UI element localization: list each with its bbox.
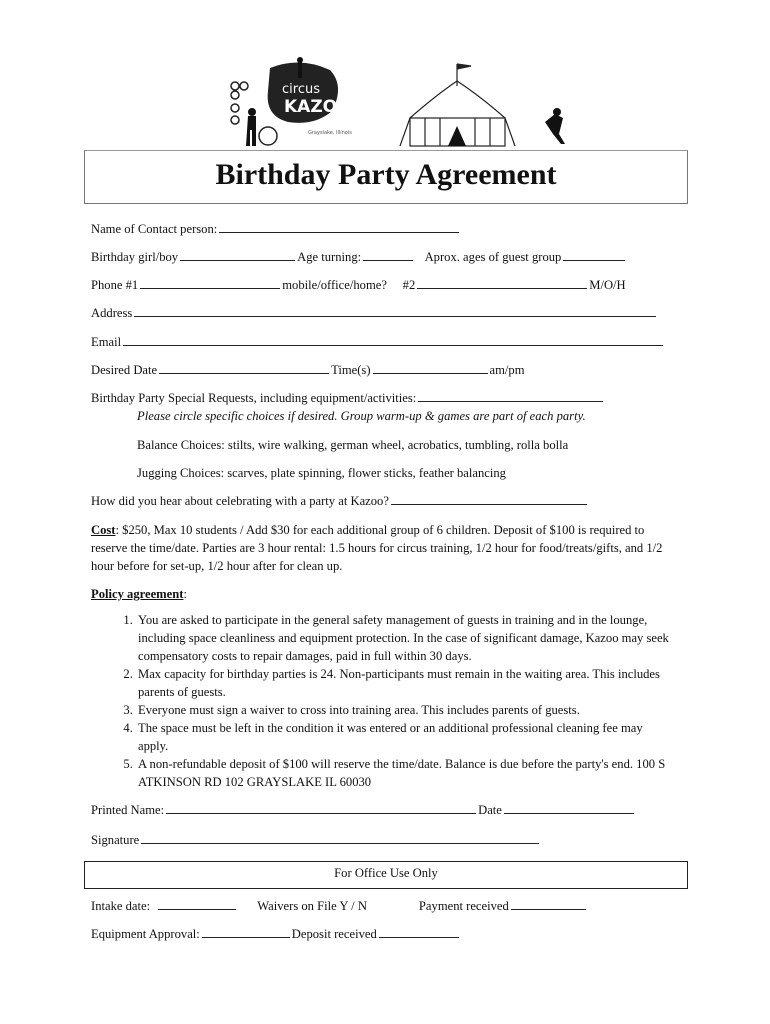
sign-date-label: Date: [478, 803, 502, 817]
ampm-label: am/pm: [489, 363, 525, 377]
printed-name-row[interactable]: [91, 801, 683, 819]
requests-note: Please circle specific choices if desired. Group warm-up & games are part of each party.: [137, 409, 586, 423]
phone1-label: Phone #1: [91, 278, 139, 292]
age-label: Age turning:: [297, 250, 362, 264]
title-box: [84, 150, 688, 204]
signature-label: Signature: [91, 833, 140, 847]
equipment-label: Equipment Approval:: [91, 927, 200, 941]
payment-label: Payment received: [418, 899, 509, 913]
phone1-type: mobile/office/home?: [282, 278, 387, 292]
phone-row[interactable]: [91, 278, 626, 293]
logo-location: Grayslake, Illinois: [308, 130, 352, 136]
waivers-label: Waivers on File Y / N: [257, 899, 367, 913]
signature-row[interactable]: [91, 831, 683, 849]
intake-label: Intake date:: [91, 899, 151, 913]
contact-field[interactable]: [91, 222, 461, 237]
office-title: For Office Use Only: [334, 866, 438, 880]
deposit-label: Deposit received: [291, 927, 377, 941]
heard-field[interactable]: [91, 494, 589, 509]
policy-colon: :: [183, 587, 187, 601]
logo-brand-top: circus: [282, 82, 320, 97]
policy-label: Policy agreement: [91, 587, 184, 601]
date-row[interactable]: [91, 363, 525, 378]
date-label: Desired Date: [91, 363, 158, 377]
requests-label: Birthday Party Special Requests, including equipment/activities:: [91, 391, 417, 405]
balance-choices: Balance Choices: stilts, wire walking, german wheel, acrobatics, tumbling, rolla bolla: [137, 438, 569, 452]
printed-name-label: Printed Name:: [91, 803, 165, 817]
office-use-box: [84, 861, 688, 889]
policy-item: 2. Max capacity for birthday parties is 24. Non-participants must remain in the waiting area. This includes parents of guests.: [136, 665, 676, 701]
logo-brand-main: KAZOO: [284, 97, 352, 117]
phone2-label: #2: [402, 278, 416, 292]
office-row-1[interactable]: [91, 897, 683, 915]
juggling-choices: Jugging Choices: scarves, plate spinning, flower sticks, feather balancing: [137, 466, 506, 480]
time-label: Time(s): [331, 363, 371, 377]
office-row-2[interactable]: [91, 925, 683, 943]
page-title: Birthday Party Agreement: [215, 158, 557, 191]
contact-label: Name of Contact person:: [91, 222, 218, 236]
policy-list: [91, 611, 676, 791]
policy-item: 3. Everyone must sign a waiver to cross into training area. This includes parents of guests.: [136, 701, 676, 719]
policy-item: 4. The space must be left in the condition it was entered or an additional professional cleaning fee may apply.: [136, 719, 676, 755]
child-label: Birthday girl/boy: [91, 250, 179, 264]
policy-item: 1. You are asked to participate in the general safety management of guests in training and in the lounge, including space cleanliness and equipment protection. In the case of significant damage, Kazoo may seek compensatory costs to repair damages, paid in full within 30 days.: [136, 611, 676, 665]
email-field[interactable]: [91, 335, 665, 350]
guest-ages-label: Aprox. ages of guest group: [424, 250, 562, 264]
cost-paragraph: [91, 521, 683, 575]
policy-heading: [91, 585, 683, 603]
cost-label: Cost: [91, 523, 116, 537]
address-label: Address: [91, 306, 133, 320]
lower-section: [91, 521, 683, 953]
requests-field[interactable]: [91, 391, 605, 406]
email-label: Email: [91, 335, 122, 349]
phone2-type: M/O/H: [589, 278, 626, 292]
circus-kazoo-logo: [220, 56, 580, 148]
cost-text: : $250, Max 10 students / Add $30 for each additional group of 6 children. Deposit of $100 is required to reserve the time/date. Parties are 3 hour rental: 1.5 hours for circus training, 1/2 hour for food/treats/gifts, and 1/2 hour before for set-up, 1/2 hour after for clean up.: [91, 523, 663, 573]
address-field[interactable]: [91, 306, 658, 321]
heard-label: How did you hear about celebrating with a party at Kazoo?: [91, 494, 389, 508]
policy-item: 5. A non-refundable deposit of $100 will reserve the time/date. Balance is due before the party's end. 100 S ATKINSON RD 102 GRAYSLAKE IL 60030: [136, 755, 676, 791]
child-row[interactable]: [91, 250, 627, 265]
